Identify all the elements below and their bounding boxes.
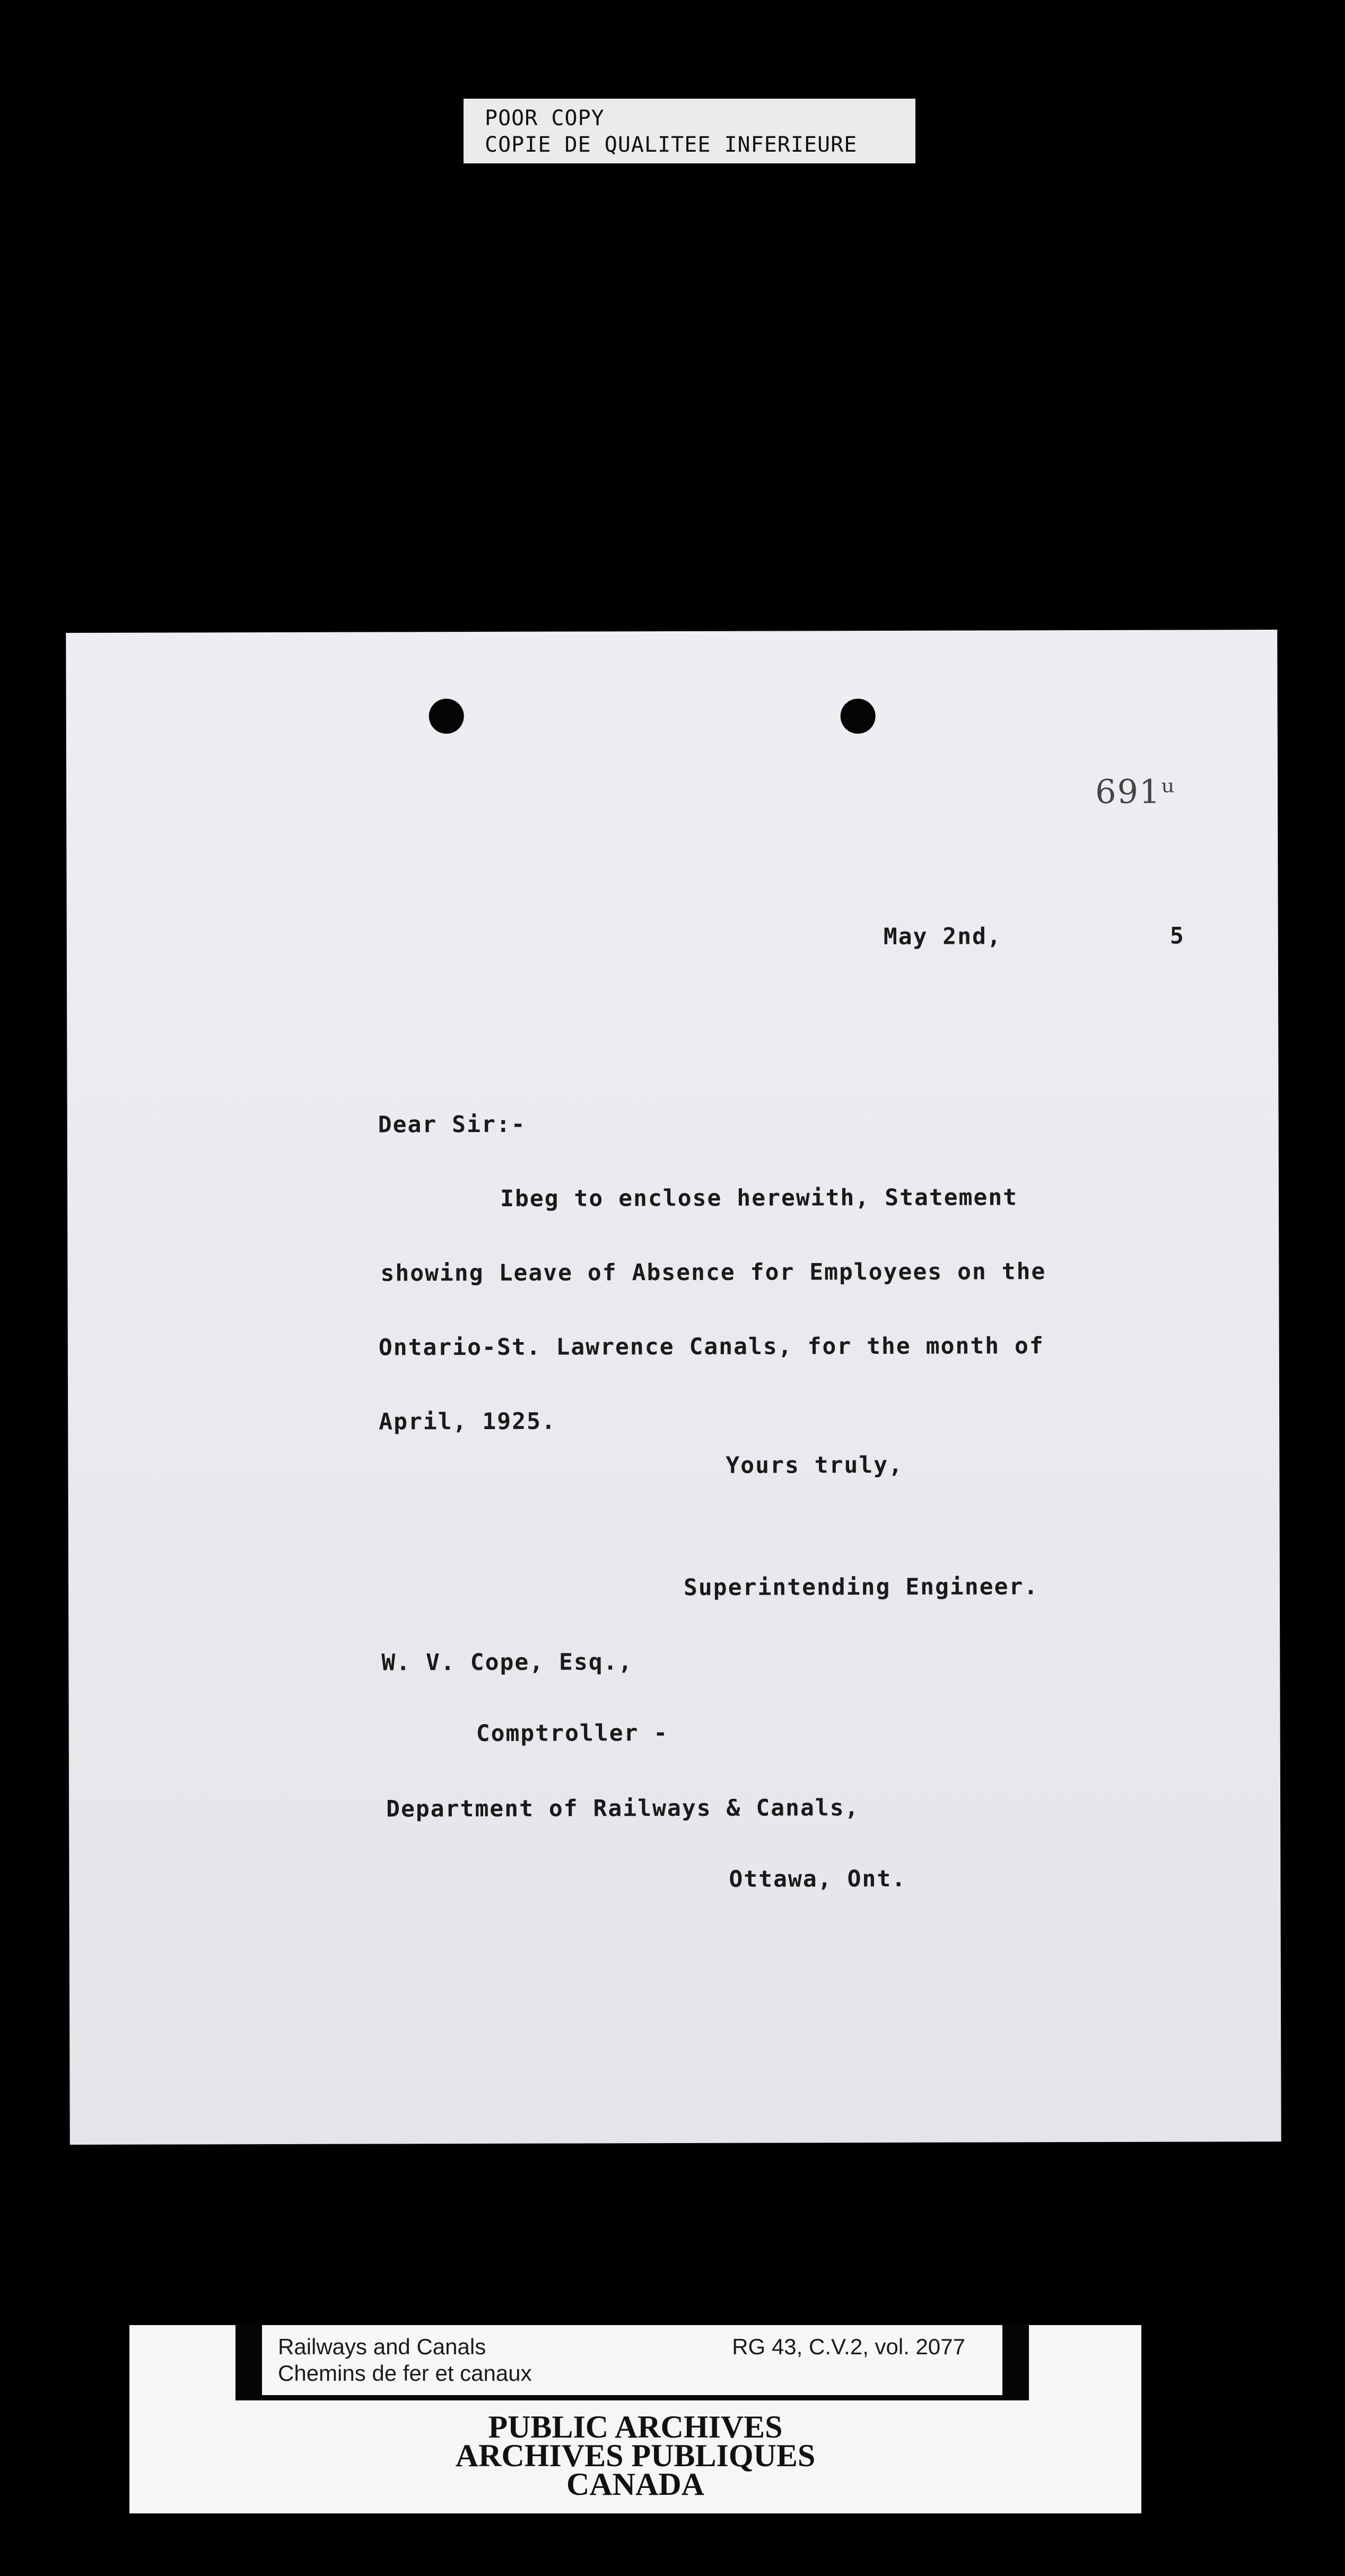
poor-copy-label-fr: COPIE DE QUALITEE INFERIEURE (485, 133, 858, 157)
addressee-city: Ottawa, Ont. (729, 1865, 907, 1893)
signature-title: Superintending Engineer. (683, 1573, 1039, 1601)
archives-line-2: ARCHIVES PUBLIQUES (455, 2438, 816, 2473)
salutation: Dear Sir:- (378, 1111, 526, 1138)
body-line: Ibeg to enclose herewith, Statement (500, 1184, 1018, 1212)
body-line: showing Leave of Absence for Employees on the (380, 1258, 1046, 1287)
addressee-department: Department of Railways & Canals, (386, 1795, 860, 1823)
punch-hole-left (429, 699, 464, 734)
archives-line-3: CANADA (566, 2467, 704, 2502)
series-french: Chemins de fer et canaux (278, 2361, 532, 2386)
punch-hole-right (841, 699, 876, 734)
letter-page (66, 630, 1281, 2145)
letter-date: May 2nd, (883, 923, 1002, 950)
addressee-name: W. V. Cope, Esq., (381, 1649, 633, 1676)
poor-copy-label: POOR COPY (485, 106, 605, 130)
addressee-title: Comptroller - (476, 1720, 669, 1747)
series-label (262, 2325, 1002, 2395)
archives-stamp (129, 2409, 1141, 2502)
letter-date-suffix: 5 (1169, 923, 1185, 950)
series-english: Railways and Canals (278, 2334, 486, 2359)
closing: Yours truly, (726, 1451, 904, 1479)
archives-line-1: PUBLIC ARCHIVES (488, 2409, 783, 2444)
reference-number: RG 43, C.V.2, vol. 2077 (732, 2334, 965, 2359)
series-names (278, 2334, 532, 2387)
body-line: April, 1925. (379, 1408, 556, 1435)
folio-number: 691ᵘ (1095, 772, 1176, 811)
poor-copy-banner (464, 99, 915, 163)
body-line: Ontario-St. Lawrence Canals, for the month of (378, 1333, 1044, 1361)
archive-footer (129, 2325, 1141, 2513)
